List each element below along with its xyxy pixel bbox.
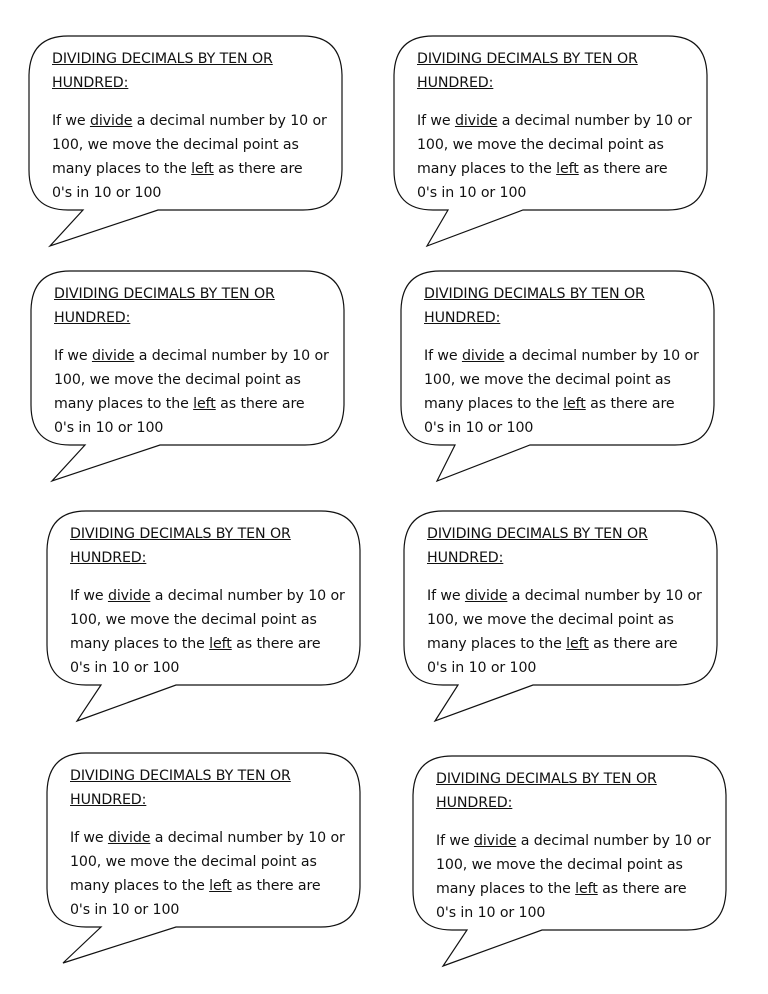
underlined-word: left [209,636,232,652]
underlined-word: divide [464,588,508,604]
text: as there are [231,636,321,652]
bubble-title-line: HUNDRED: [70,550,147,566]
bubble-title-line: DIVIDING DECIMALS BY TEN OR [417,51,638,67]
bubble-title-line: DIVIDING DECIMALS BY TEN OR [436,771,657,787]
text: many places to the [70,878,210,894]
text: many places to the [424,396,564,412]
underlined-word: divide [461,348,505,364]
body-line [54,344,329,368]
text: If we [417,113,455,129]
body-line [54,392,329,416]
body-line [70,584,345,608]
body-line: 0's in 10 or 100 [436,905,546,921]
body-line [436,877,711,901]
body-line: 100, we move the decimal point as [436,857,683,873]
body-line: 100, we move the decimal point as [70,612,317,628]
text: many places to the [70,636,210,652]
text: a decimal number by 10 or [507,588,702,604]
body-line: 100, we move the decimal point as [52,137,299,153]
bubble-title-line: HUNDRED: [424,310,501,326]
text: as there are [231,878,321,894]
body-line: 0's in 10 or 100 [417,185,527,201]
bubble-title-line: DIVIDING DECIMALS BY TEN OR [70,768,291,784]
body-line [52,109,327,133]
text: a decimal number by 10 or [150,588,345,604]
speech-bubble [46,752,366,967]
underlined-word: left [193,396,216,412]
speech-bubble [412,755,732,970]
bubble-title-line: DIVIDING DECIMALS BY TEN OR [52,51,273,67]
body-line: 0's in 10 or 100 [70,660,180,676]
bubble-title-line: DIVIDING DECIMALS BY TEN OR [427,526,648,542]
text: many places to the [54,396,194,412]
body-line: 100, we move the decimal point as [70,854,317,870]
underlined-word: left [563,396,586,412]
text: If we [427,588,465,604]
bubble-text [436,767,711,925]
text: a decimal number by 10 or [504,348,699,364]
underlined-word: divide [473,833,517,849]
bubble-text [52,47,327,205]
text: If we [54,348,92,364]
text: If we [70,830,108,846]
bubble-title-line: DIVIDING DECIMALS BY TEN OR [70,526,291,542]
bubble-text [54,282,329,440]
text: many places to the [52,161,192,177]
text: a decimal number by 10 or [516,833,711,849]
body-line: 100, we move the decimal point as [54,372,301,388]
body-line [70,874,345,898]
body-line [52,157,327,181]
bubble-title-line: HUNDRED: [436,795,513,811]
speech-bubble [46,510,366,725]
body-line [70,632,345,656]
body-line: 0's in 10 or 100 [52,185,162,201]
bubble-title-line: HUNDRED: [427,550,504,566]
bubble-title-line: HUNDRED: [54,310,131,326]
bubble-title-line: HUNDRED: [52,75,129,91]
underlined-word: left [209,878,232,894]
body-line: 0's in 10 or 100 [54,420,164,436]
body-line: 0's in 10 or 100 [70,902,180,918]
underlined-word: left [575,881,598,897]
bubble-text [417,47,692,205]
body-line [417,157,692,181]
body-line [424,344,699,368]
body-line [70,826,345,850]
underlined-word: left [191,161,214,177]
bubble-title-line: DIVIDING DECIMALS BY TEN OR [424,286,645,302]
text: as there are [215,396,305,412]
bubble-text [427,522,702,680]
bubble-text [70,522,345,680]
bubble-text [70,764,345,922]
text: a decimal number by 10 or [132,113,327,129]
bubble-text [424,282,699,440]
underlined-word: divide [107,830,151,846]
bubble-title-line: DIVIDING DECIMALS BY TEN OR [54,286,275,302]
speech-bubble [400,270,720,485]
underlined-word: left [556,161,579,177]
text: many places to the [427,636,567,652]
underlined-word: divide [107,588,151,604]
speech-bubble [28,35,348,250]
text: If we [70,588,108,604]
underlined-word: divide [454,113,498,129]
bubble-title-line: HUNDRED: [70,792,147,808]
body-line: 0's in 10 or 100 [427,660,537,676]
text: as there are [585,396,675,412]
body-line: 100, we move the decimal point as [427,612,674,628]
speech-bubble [403,510,723,725]
underlined-word: divide [91,348,135,364]
body-line [427,584,702,608]
speech-bubble [393,35,713,250]
body-line [417,109,692,133]
text: many places to the [417,161,557,177]
underlined-word: divide [89,113,133,129]
body-line [427,632,702,656]
body-line: 0's in 10 or 100 [424,420,534,436]
text: as there are [588,636,678,652]
speech-bubble [30,270,350,485]
body-line [424,392,699,416]
text: a decimal number by 10 or [150,830,345,846]
text: as there are [213,161,303,177]
text: a decimal number by 10 or [497,113,692,129]
text: as there are [597,881,687,897]
text: as there are [578,161,668,177]
text: If we [52,113,90,129]
body-line [436,829,711,853]
text: a decimal number by 10 or [134,348,329,364]
bubble-title-line: HUNDRED: [417,75,494,91]
text: many places to the [436,881,576,897]
body-line: 100, we move the decimal point as [424,372,671,388]
underlined-word: left [566,636,589,652]
body-line: 100, we move the decimal point as [417,137,664,153]
text: If we [424,348,462,364]
text: If we [436,833,474,849]
